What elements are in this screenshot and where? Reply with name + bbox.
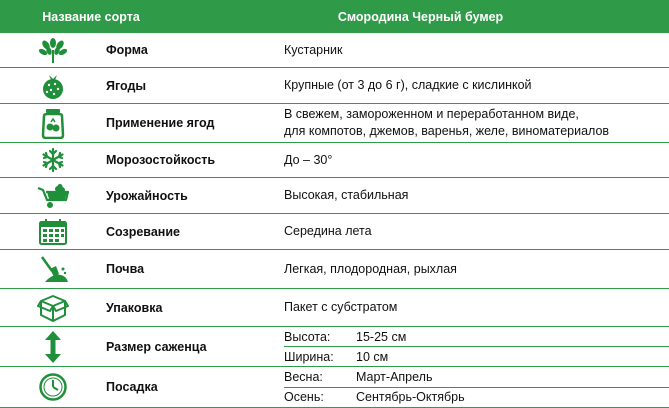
clock-icon [0,367,106,407]
table-row [0,214,669,250]
row-value: Пакет с субстратом [284,300,398,314]
spring-key: Весна: [284,369,323,384]
shovel-icon [0,250,106,288]
snowflake-icon [0,143,106,177]
vertical-arrow-icon [0,327,106,366]
table-row [0,250,669,289]
berry-icon [0,68,106,103]
spring-value: Март-Апрель [356,369,433,384]
table-row [0,178,669,214]
table-header [0,0,669,33]
table-row [0,33,669,68]
autumn-value: Сентябрь-Октябрь [356,390,465,405]
planting-values [284,367,669,407]
value-line: В свежем, замороженном и переработанном виде, [284,107,579,121]
height-key: Высота: [284,329,331,344]
row-label: Ягоды [106,78,147,93]
height-row [284,327,669,346]
row-label: Применение ягод [106,116,215,130]
size-values [284,327,669,366]
table-row [0,327,669,367]
jar-icon [0,104,106,142]
header-name-label: Название сорта [42,9,140,24]
header-variety: Смородина Черный бумер [337,9,504,24]
row-value: Высокая, стабильная [284,188,409,202]
row-value: Крупные (от 3 до 6 г), сладкие с кислинкой [284,78,532,92]
row-value: До – 30° [284,152,333,167]
height-value: 15-25 см [356,329,407,344]
row-value [284,104,669,142]
row-value: Середина лета [284,224,372,238]
box-icon [0,289,106,326]
row-label: Морозостойкость [106,153,216,167]
row-label: Посадка [106,380,158,394]
table-row [0,143,669,178]
width-key: Ширина: [284,349,334,364]
row-label: Созревание [106,224,180,239]
row-label: Упаковка [106,300,163,315]
calendar-icon [0,214,106,249]
row-label: Урожайность [106,188,188,203]
wheelbarrow-icon [0,178,106,213]
row-label: Размер саженца [106,339,207,354]
autumn-row [284,387,669,408]
autumn-key: Осень: [284,390,324,405]
tree-icon [0,33,106,67]
value-line: для компотов, джемов, варенья, желе, виноматериалов [284,124,610,138]
row-label: Форма [106,43,148,57]
width-row [284,346,669,366]
width-value: 10 см [356,349,389,364]
spring-row [284,367,669,387]
table-row [0,104,669,143]
row-value: Легкая, плодородная, рыхлая [284,261,457,276]
table-row [0,289,669,327]
row-value: Кустарник [284,42,343,57]
row-label: Почва [106,262,145,276]
table-row [0,68,669,104]
table-row [0,367,669,408]
